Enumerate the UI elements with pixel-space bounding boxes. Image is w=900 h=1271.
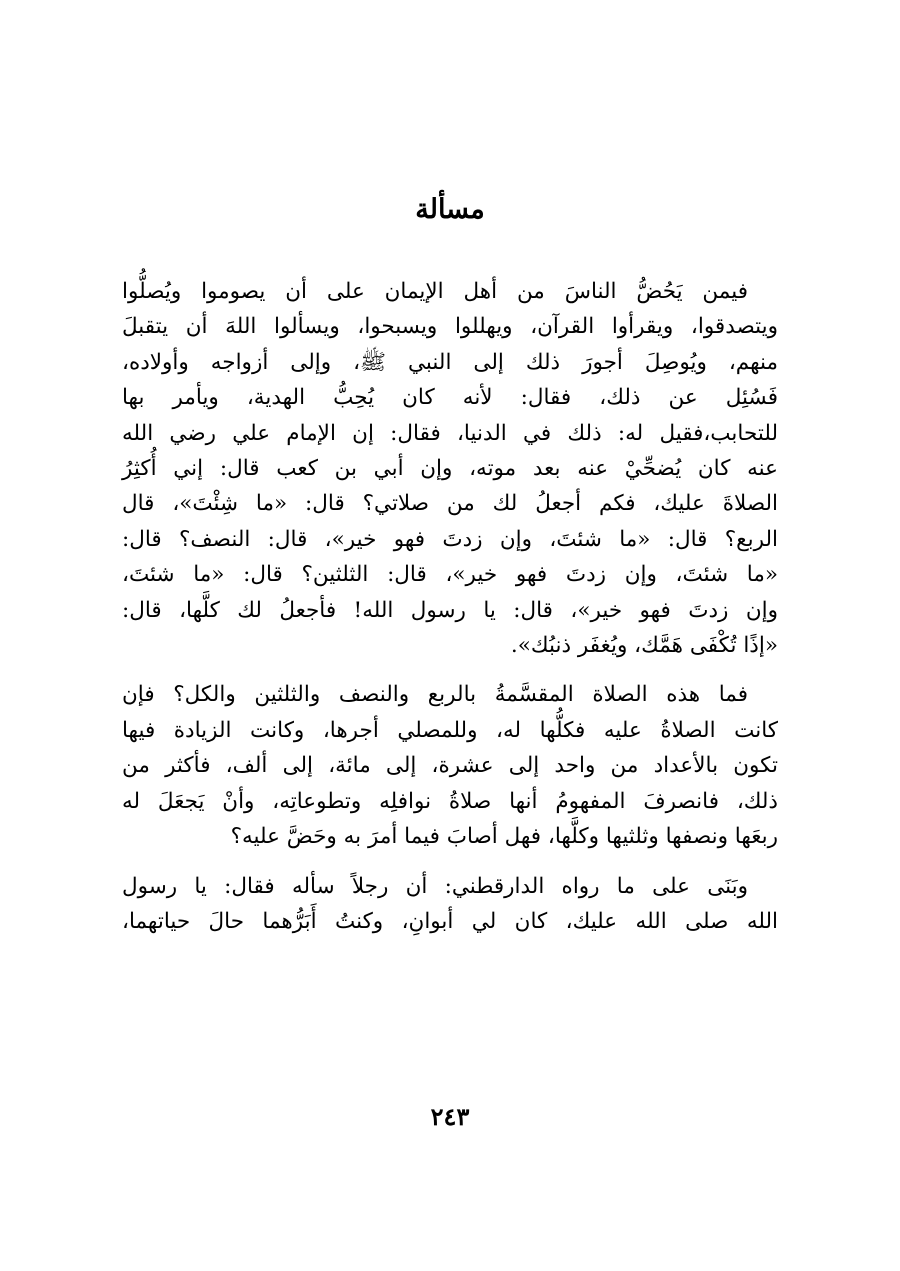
text-line: ويتصدقوا، ويقرأوا القرآن، ويهللوا ويسبحوا، ويسألوا اللهَ أن يتقبلَ — [122, 314, 778, 340]
page-content — [122, 190, 778, 953]
text-line: وإن زدتَ فهو خير»، قال: يا رسول الله! فأجعلُ لك كلَّها، قال: — [122, 597, 778, 623]
text-line: منهم، ويُوصِلَ أجورَ ذلك إلى النبي ﷺ، وإلى أزواجه وأولاده، — [122, 349, 778, 375]
text-line: فيمن يَحُضُّ الناسَ من أهل الإيمان على أن يصوموا ويُصلُّوا — [122, 279, 748, 304]
text-line: ذلك، فانصرفَ المفهومُ أنها صلاةُ نوافلِه وتطوعاتِه، وأنْ يَجعَلَ له — [122, 788, 778, 814]
paragraph-3 — [122, 869, 778, 940]
text-line: الربع؟ قال: «ما شئتَ، وإن زدتَ فهو خير»، قال: النصف؟ قال: — [122, 526, 778, 552]
text-line: عنه كان يُضحِّيْ عنه بعد موته، وإن أبي بن كعب قال: إني أُكثِرُ — [122, 456, 778, 482]
text-line: كانت الصلاةُ عليه فكلُّها له، وللمصلي أجرها، وكانت الزيادة فيها — [122, 717, 778, 743]
text-line: وبَنَى على ما رواه الدارقطني: أن رجلاً سأله فقال: يا رسول — [122, 873, 748, 899]
text-line: الصلاةَ عليك، فكم أجعلُ لك من صلاتي؟ قال: «ما شِئْتَ»، قال — [122, 491, 778, 517]
page-title: مسألة — [415, 194, 485, 225]
text-line: ربعَها ونصفها وثلثيها وكلَّها، فهل أصابَ فيما أمرَ به وحَضَّ عليه؟ — [230, 824, 778, 850]
text-line: تكون بالأعداد من واحد إلى عشرة، إلى مائة، إلى ألف، فأكثر من — [122, 753, 778, 779]
text-line: «إذًا تُكْفَى هَمَّك، ويُغفَر ذنبُك». — [510, 633, 778, 659]
text-line: فما هذه الصلاة المقسَّمةُ بالربع والنصف والثلثين والكل؟ فإن — [122, 682, 748, 708]
text-line: «ما شئتَ، وإن زدتَ فهو خير»، قال: الثلثين؟ قال: «ما شئتَ، — [122, 562, 778, 588]
text-line: فَسُئِل عن ذلك، فقال: لأنه كان يُحِبُّ الهدية، ويأمر بها — [122, 385, 778, 411]
paragraph-2 — [122, 677, 778, 854]
text-line: الله صلى الله عليك، كان لي أبوانِ، وكنتُ أَبَرُّهما حالَ حياتهما، — [122, 908, 778, 934]
page-number: ٢٤٣ — [430, 1102, 470, 1131]
paragraph-1 — [122, 274, 778, 663]
text-line: للتحابب،فقيل له: ذلك في الدنيا، فقال: إن الإمام علي رضي الله — [122, 420, 778, 446]
